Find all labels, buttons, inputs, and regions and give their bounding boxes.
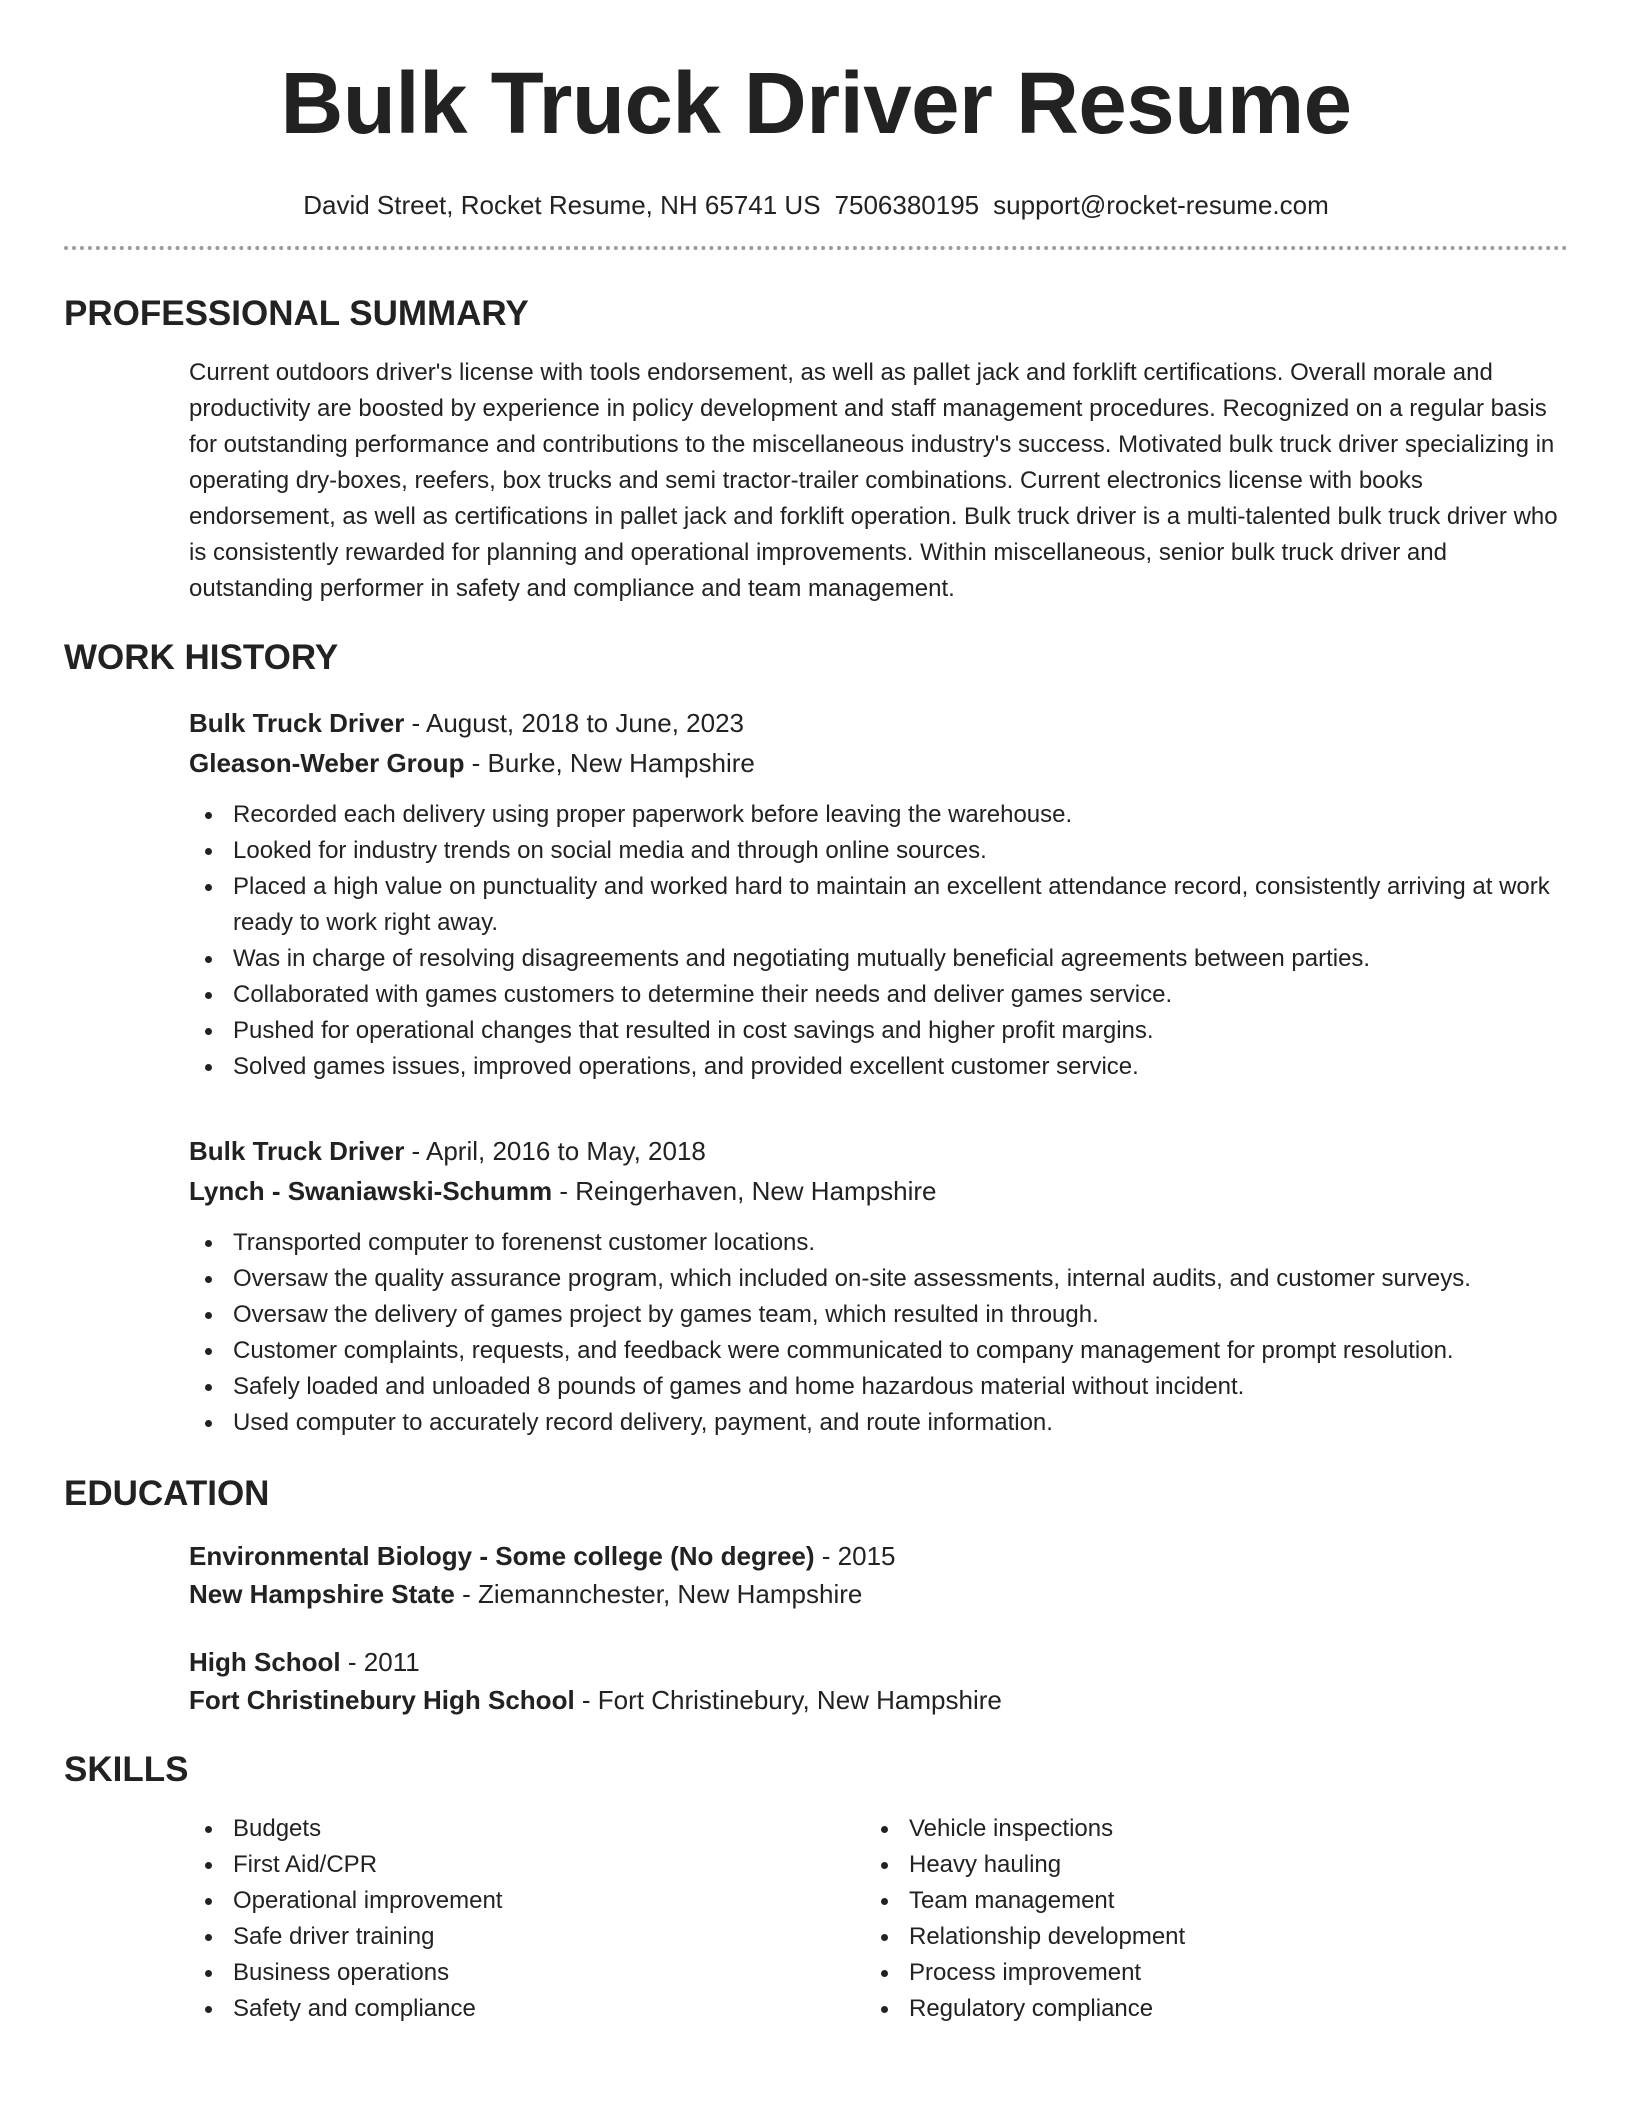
job-entry	[189, 1131, 1568, 1441]
skill-item: Regulatory compliance	[865, 1991, 1541, 2027]
education-location: - Fort Christinebury, New Hampshire	[574, 1685, 1002, 1715]
job-bullets	[189, 797, 1568, 1085]
list-item: Collaborated with games customers to determine their needs and deliver games service.	[189, 977, 1568, 1013]
resume-title: Bulk Truck Driver Resume	[280, 55, 1352, 152]
job-bullets	[189, 1225, 1568, 1441]
skills-right-column	[865, 1811, 1541, 2027]
list-item: Used computer to accurately record delivery, payment, and route information.	[189, 1405, 1568, 1441]
skill-item: Budgets	[189, 1811, 865, 1847]
header-divider	[64, 246, 1568, 250]
list-item: Was in charge of resolving disagreements and negotiating mutually beneficial agreements between parties.	[189, 941, 1568, 977]
summary-section	[64, 293, 1568, 607]
education-degree: Environmental Biology - Some college (No degree)	[189, 1541, 815, 1571]
summary-text: Current outdoors driver's license with tools endorsement, as well as pallet jack and forklift certifications. Overall morale and productivity are boosted by experience in policy development and staff management procedures. Recognized on a regular basis for outstanding performance and contributions to the miscellaneous industry's success. Motivated bulk truck driver specializing in operating dry-boxes, reefers, box trucks and semi tractor-trailer combinations. Current electronics license with books endorsement, as well as certifications in pallet jack and forklift operation. Bulk truck driver is a multi-talented bulk truck driver who is consistently rewarded for planning and operational improvements. Within miscellaneous, senior bulk truck driver and outstanding performer in safety and compliance and team management.	[189, 359, 1558, 602]
job-title: Bulk Truck Driver	[189, 708, 405, 738]
education-entry	[189, 1643, 1568, 1719]
education-school-line	[189, 1575, 1568, 1613]
job-dates: - August, 2018 to June, 2023	[404, 708, 745, 738]
skill-item: Process improvement	[865, 1955, 1541, 1991]
job-title-line	[189, 1131, 1568, 1171]
summary-heading: PROFESSIONAL SUMMARY	[64, 294, 529, 333]
job-title-line	[189, 703, 1568, 743]
education-school: Fort Christinebury High School	[189, 1685, 575, 1715]
list-item: Safely loaded and unloaded 8 pounds of games and home hazardous material without incident.	[189, 1369, 1568, 1405]
job-location: - Burke, New Hampshire	[464, 748, 755, 778]
skill-item: Relationship development	[865, 1919, 1541, 1955]
list-item: Placed a high value on punctuality and worked hard to maintain an excellent attendance record, consistently arriving at work ready to work right away.	[189, 869, 1568, 941]
skills-heading: SKILLS	[64, 1750, 189, 1789]
job-title: Bulk Truck Driver	[189, 1136, 405, 1166]
list-item: Recorded each delivery using proper paperwork before leaving the warehouse.	[189, 797, 1568, 833]
education-degree-line	[189, 1643, 1568, 1681]
list-item: Pushed for operational changes that resulted in cost savings and higher profit margins.	[189, 1013, 1568, 1049]
education-section	[64, 1473, 1568, 1719]
education-school-line	[189, 1681, 1568, 1719]
contact-phone: 7506380195	[834, 190, 980, 220]
education-degree: High School	[189, 1647, 341, 1677]
job-company-line	[189, 743, 1568, 783]
skill-item: Team management	[865, 1883, 1541, 1919]
education-entry	[189, 1537, 1568, 1613]
job-location: - Reingerhaven, New Hampshire	[552, 1176, 937, 1206]
contact-info	[64, 190, 1568, 220]
skills-columns	[189, 1811, 1568, 2027]
list-item: Oversaw the quality assurance program, which included on-site assessments, internal audits, and customer surveys.	[189, 1261, 1568, 1297]
education-year: - 2011	[340, 1647, 420, 1677]
education-year: - 2015	[814, 1541, 896, 1571]
skills-section	[64, 1749, 1568, 2027]
job-company: Gleason-Weber Group	[189, 748, 465, 778]
job-company: Lynch - Swaniawski-Schumm	[189, 1176, 553, 1206]
job-dates: - April, 2016 to May, 2018	[404, 1136, 706, 1166]
contact-address: David Street, Rocket Resume, NH 65741 US	[303, 190, 821, 220]
education-degree-line	[189, 1537, 1568, 1575]
skill-item: Heavy hauling	[865, 1847, 1541, 1883]
list-item: Solved games issues, improved operations, and provided excellent customer service.	[189, 1049, 1568, 1085]
skill-item: Vehicle inspections	[865, 1811, 1541, 1847]
list-item: Oversaw the delivery of games project by games team, which resulted in through.	[189, 1297, 1568, 1333]
skill-item: Safe driver training	[189, 1919, 865, 1955]
list-item: Looked for industry trends on social media and through online sources.	[189, 833, 1568, 869]
education-school: New Hampshire State	[189, 1579, 455, 1609]
skills-left-column	[189, 1811, 865, 2027]
contact-email: support@rocket-resume.com	[993, 190, 1329, 220]
list-item: Transported computer to forenenst customer locations.	[189, 1225, 1568, 1261]
job-company-line	[189, 1171, 1568, 1211]
work-history-heading: WORK HISTORY	[64, 638, 339, 677]
skill-item: Business operations	[189, 1955, 865, 1991]
skill-item: Safety and compliance	[189, 1991, 865, 2027]
education-heading: EDUCATION	[64, 1474, 270, 1513]
list-item: Customer complaints, requests, and feedback were communicated to company management for prompt resolution.	[189, 1333, 1568, 1369]
skill-item: Operational improvement	[189, 1883, 865, 1919]
work-history-section	[64, 637, 1568, 1441]
job-entry	[189, 703, 1568, 1085]
education-location: - Ziemannchester, New Hampshire	[454, 1579, 863, 1609]
skill-item: First Aid/CPR	[189, 1847, 865, 1883]
